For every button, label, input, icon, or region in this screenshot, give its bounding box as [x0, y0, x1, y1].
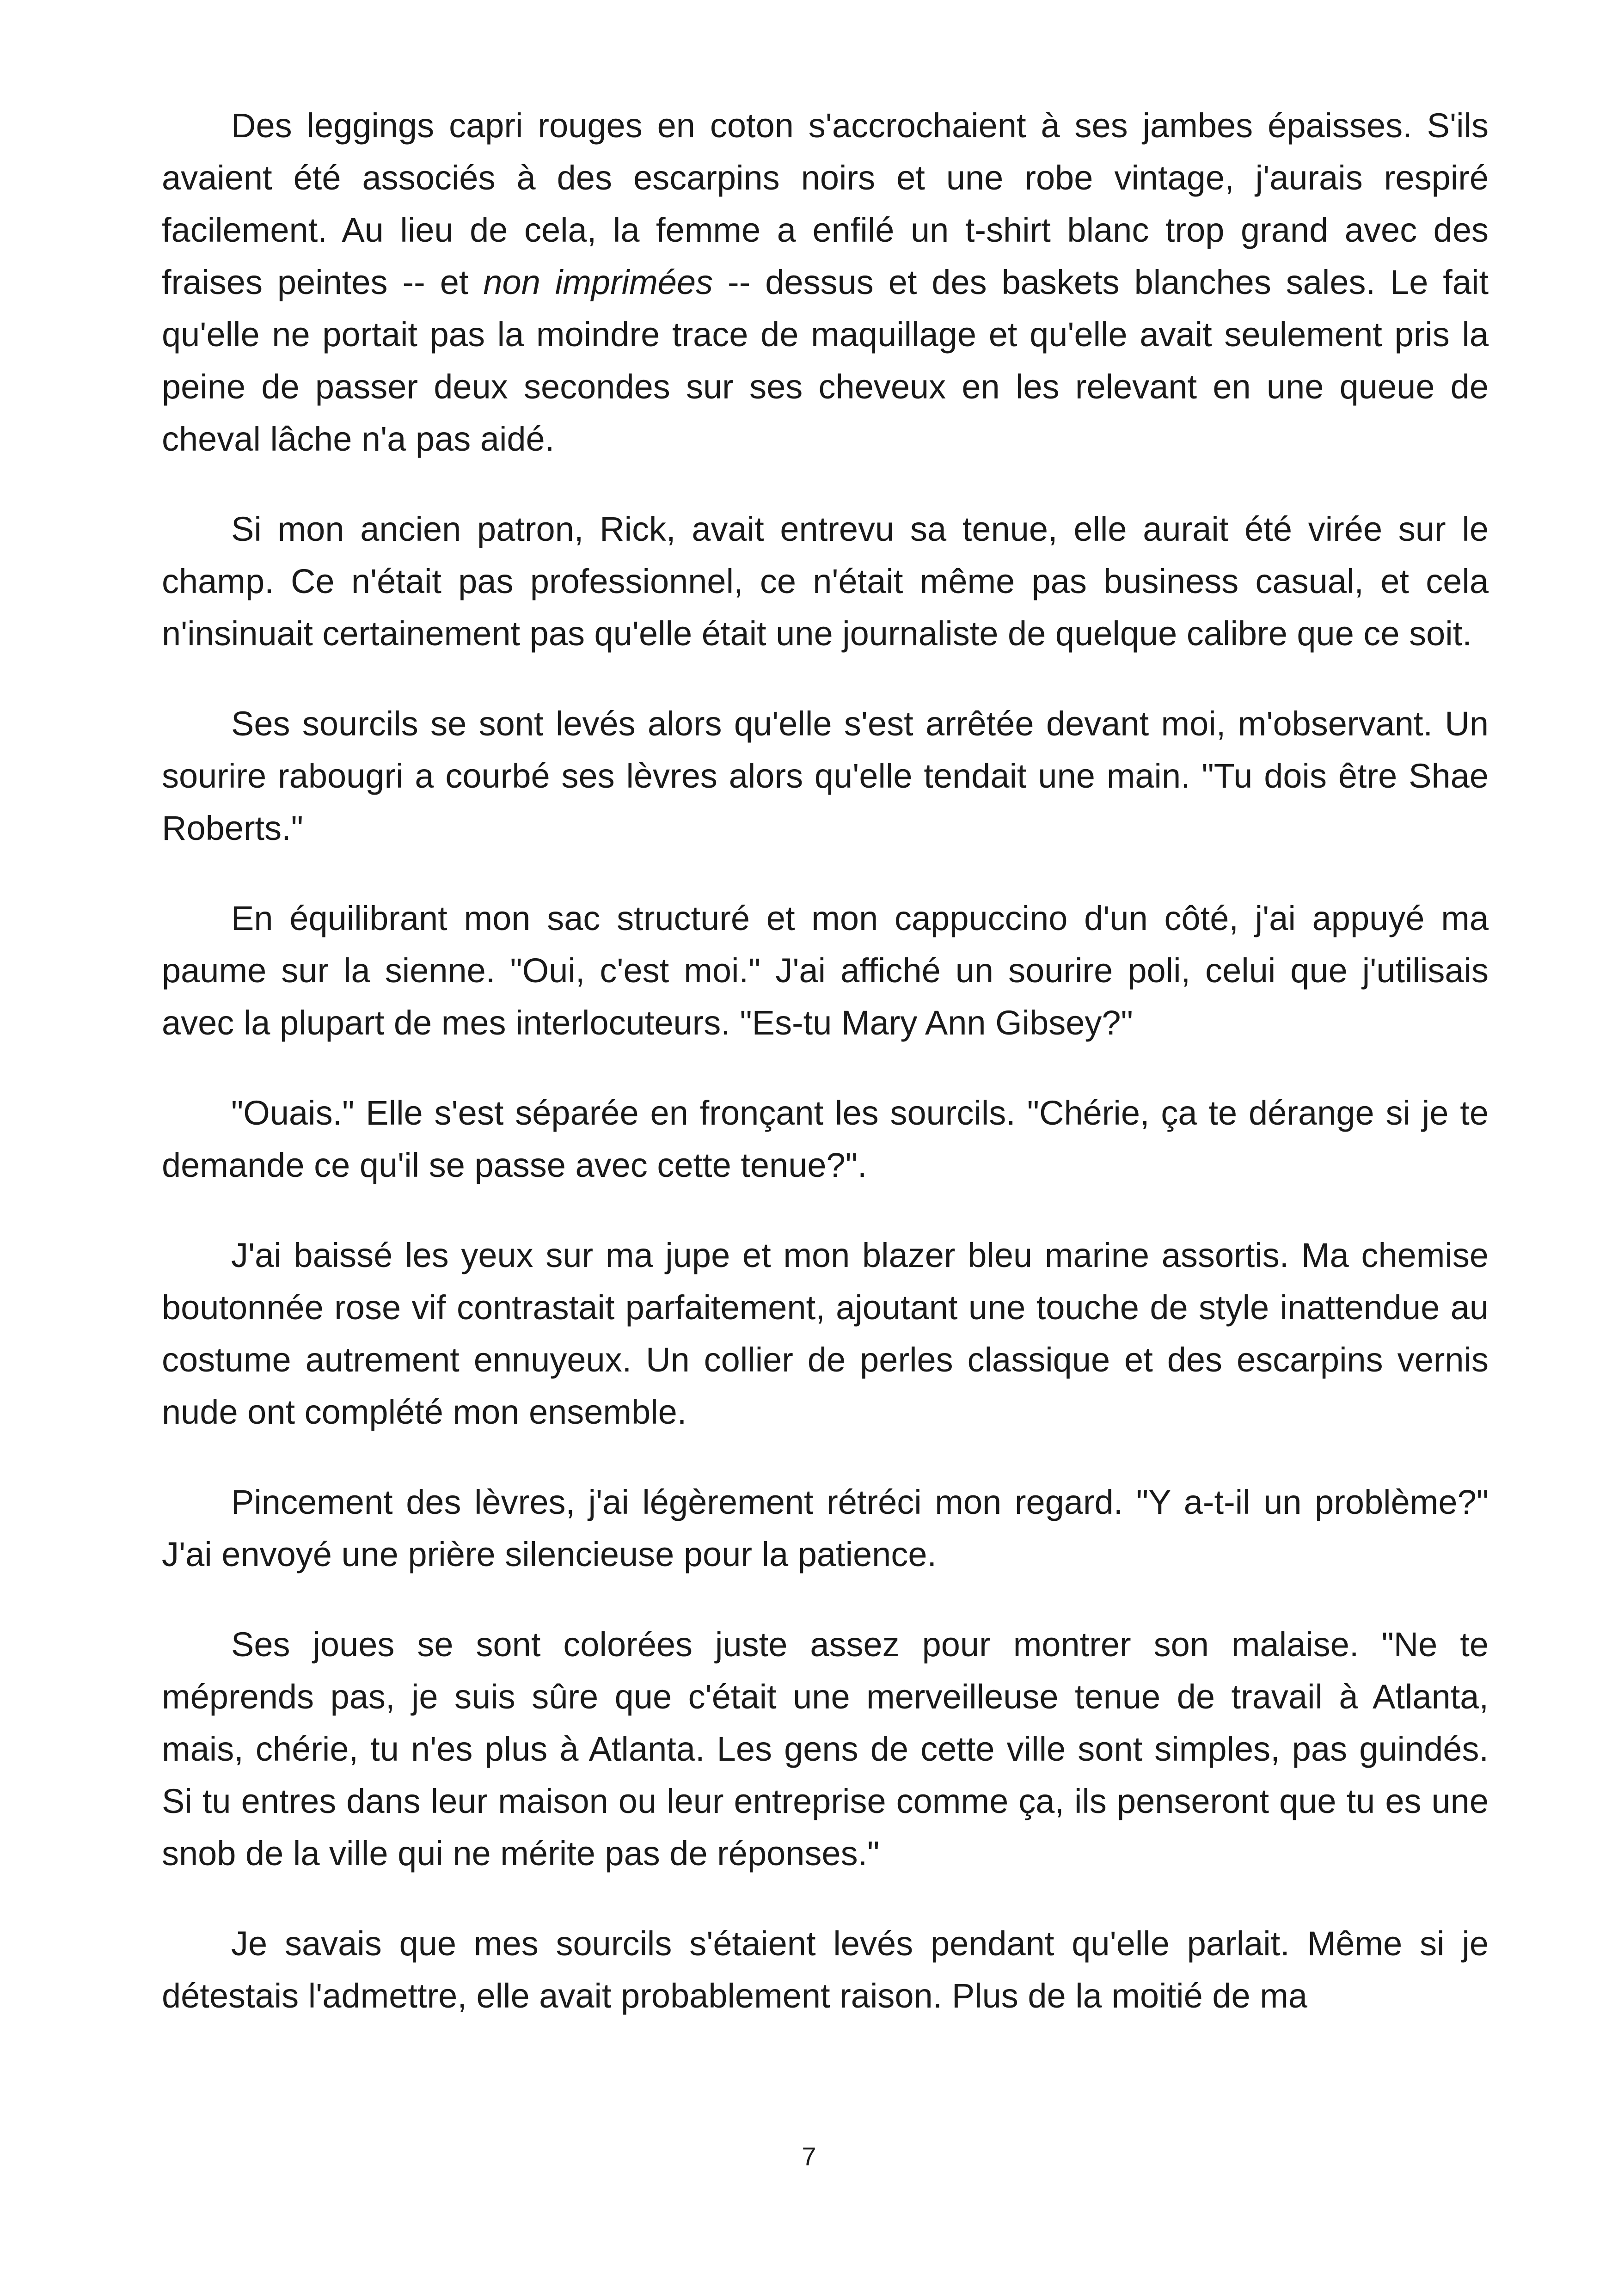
paragraph-1-text-start: Des leggings capri rouges en coton s'accrochaient à ses jambes épaisses. S'ils avaient été associés à des escarpins noirs et une robe vintage, j'aurais respiré facilement. Au lieu de cela, la femme a enfilé un t-shirt blanc trop grand avec des fraises peintes -- et [162, 106, 1489, 301]
paragraph-3: Ses sourcils se sont levés alors qu'elle s'est arrêtée devant moi, m'observant. Un sourire rabougri a courbé ses lèvres alors qu'elle tendait une main. "Tu dois être Shae Roberts." [162, 704, 1489, 847]
paragraph-5: "Ouais." Elle s'est séparée en fronçant les sourcils. "Chérie, ça te dérange si je te demande ce qu'il se passe avec cette tenue?". [162, 1094, 1489, 1184]
emphasis-non-imprimees: non imprimées [483, 263, 713, 301]
body-text [162, 99, 1489, 2022]
paragraph-8: Ses joues se sont colorées juste assez pour montrer son malaise. "Ne te méprends pas, je suis sûre que c'était une merveilleuse tenue de travail à Atlanta, mais, chérie, tu n'es plus à Atlanta. Les gens de cette ville sont simples, pas guindés. Si tu entres dans leur maison ou leur entreprise comme ça, ils penseront que tu es une snob de la ville qui ne mérite pas de réponses." [162, 1625, 1489, 1873]
paragraph-2: Si mon ancien patron, Rick, avait entrevu sa tenue, elle aurait été virée sur le champ. Ce n'était pas professionnel, ce n'était même pas business casual, et cela n'insinuait certainement pas qu'elle était une journaliste de quelque calibre que ce soit. [162, 510, 1489, 653]
paragraph-1 [162, 99, 1489, 465]
page-number: 7 [802, 2142, 816, 2171]
paragraph-9: Je savais que mes sourcils s'étaient levés pendant qu'elle parlait. Même si je détestais l'admettre, elle avait probablement raison. Plus de la moitié de ma [162, 1924, 1489, 2015]
paragraph-6: J'ai baissé les yeux sur ma jupe et mon blazer bleu marine assortis. Ma chemise boutonnée rose vif contrastait parfaitement, ajoutant une touche de style inattendue au costume autrement ennuyeux. Un collier de perles classique et des escarpins vernis nude ont complété mon ensemble. [162, 1236, 1489, 1431]
paragraph-1-text-end: -- dessus et des baskets blanches sales. Le fait qu'elle ne portait pas la moindre trace de maquillage et qu'elle avait seulement pris la peine de passer deux secondes sur ses cheveux en les relevant en une queue de cheval lâche n'a pas aidé. [162, 263, 1489, 458]
paragraph-4: En équilibrant mon sac structuré et mon cappuccino d'un côté, j'ai appuyé ma paume sur la sienne. "Oui, c'est moi." J'ai affiché un sourire poli, celui que j'utilisais avec la plupart de mes interlocuteurs. "Es-tu Mary Ann Gibsey?" [162, 899, 1489, 1042]
paragraph-7: Pincement des lèvres, j'ai légèrement rétréci mon regard. "Y a-t-il un problème?" J'ai envoyé une prière silencieuse pour la patience. [162, 1483, 1489, 1574]
